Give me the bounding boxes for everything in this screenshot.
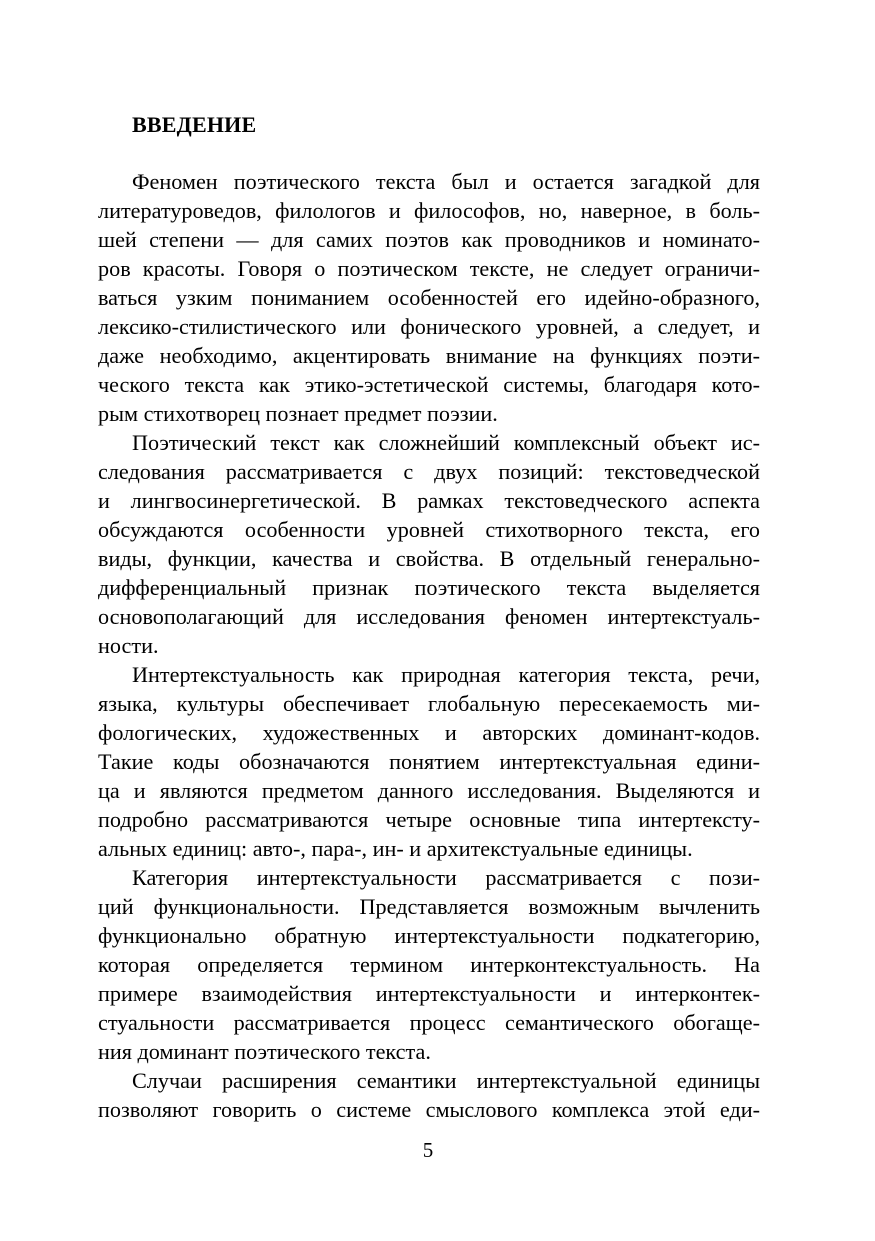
text-line: Такие коды обозначаются понятием интертекстуальная едини- [98, 749, 760, 774]
text-line: дифференциальный признак поэтического текста выделяется [98, 575, 760, 600]
text-line: даже необходимо, акцентировать внимание на функциях поэти- [98, 343, 760, 368]
text-line: рым стихотворец познает предмет поэзии. [98, 401, 498, 426]
text-line: которая определяется термином интерконтекстуальность. На [98, 952, 760, 977]
chapter-heading: ВВЕДЕНИЕ [132, 112, 257, 137]
text-line: Поэтический текст как сложнейший комплексный объект ис- [132, 430, 760, 455]
text-line: Случаи расширения семантики интертекстуальной единицы [132, 1068, 760, 1093]
text-line: шей степени — для самих поэтов как проводников и номинато- [98, 227, 760, 252]
text-line: литературоведов, филологов и философов, но, наверное, в боль- [98, 198, 760, 223]
text-line: ров красоты. Говоря о поэтическом тексте, не следует ограничи- [98, 256, 760, 281]
text-line: виды, функции, качества и свойства. В отдельный генерально- [98, 546, 760, 571]
text-line: стуальности рассматривается процесс семантического обогаще- [98, 1010, 760, 1035]
text-line: и лингвосинергетической. В рамках текстоведческого аспекта [98, 488, 760, 513]
text-line: функционально обратную интертекстуальности подкатегорию, [98, 923, 760, 948]
text-line: Интертекстуальность как природная категория текста, речи, [132, 662, 760, 687]
text-line: Категория интертекстуальности рассматривается с пози- [132, 865, 760, 890]
text-line: ваться узким пониманием особенностей его идейно-образного, [98, 285, 760, 310]
text-line: ческого текста как этико-эстетической системы, благодаря кото- [98, 372, 760, 397]
text-line: обсуждаются особенности уровней стихотворного текста, его [98, 517, 760, 542]
text-line: ния доминант поэтического текста. [98, 1039, 431, 1064]
text-line: ца и являются предметом данного исследования. Выделяются и [98, 778, 760, 803]
text-line: ности. [98, 633, 159, 658]
text-line: примере взаимодействия интертекстуальности и интерконтек- [98, 981, 760, 1006]
text-line: языка, культуры обеспечивает глобальную пересекаемость ми- [98, 691, 760, 716]
text-line: позволяют говорить о системе смыслового комплекса этой еди- [98, 1097, 760, 1122]
text-line: фологических, художественных и авторских доминант-кодов. [98, 720, 760, 745]
page-number: 5 [422, 1138, 434, 1162]
text-line: альных единиц: авто-, пара-, ин- и архитекстуальные единицы. [98, 836, 693, 861]
text-line: лексико-стилистического или фонического уровней, а следует, и [98, 314, 760, 339]
text-line: подробно рассматриваются четыре основные типа интертексту- [98, 807, 760, 832]
text-line: следования рассматривается с двух позиций: текстоведческой [98, 459, 760, 484]
text-line: основополагающий для исследования феномен интертекстуаль- [98, 604, 760, 629]
text-line: ций функциональности. Представляется возможным вычленить [98, 894, 760, 919]
text-line: Феномен поэтического текста был и остается загадкой для [132, 169, 760, 194]
